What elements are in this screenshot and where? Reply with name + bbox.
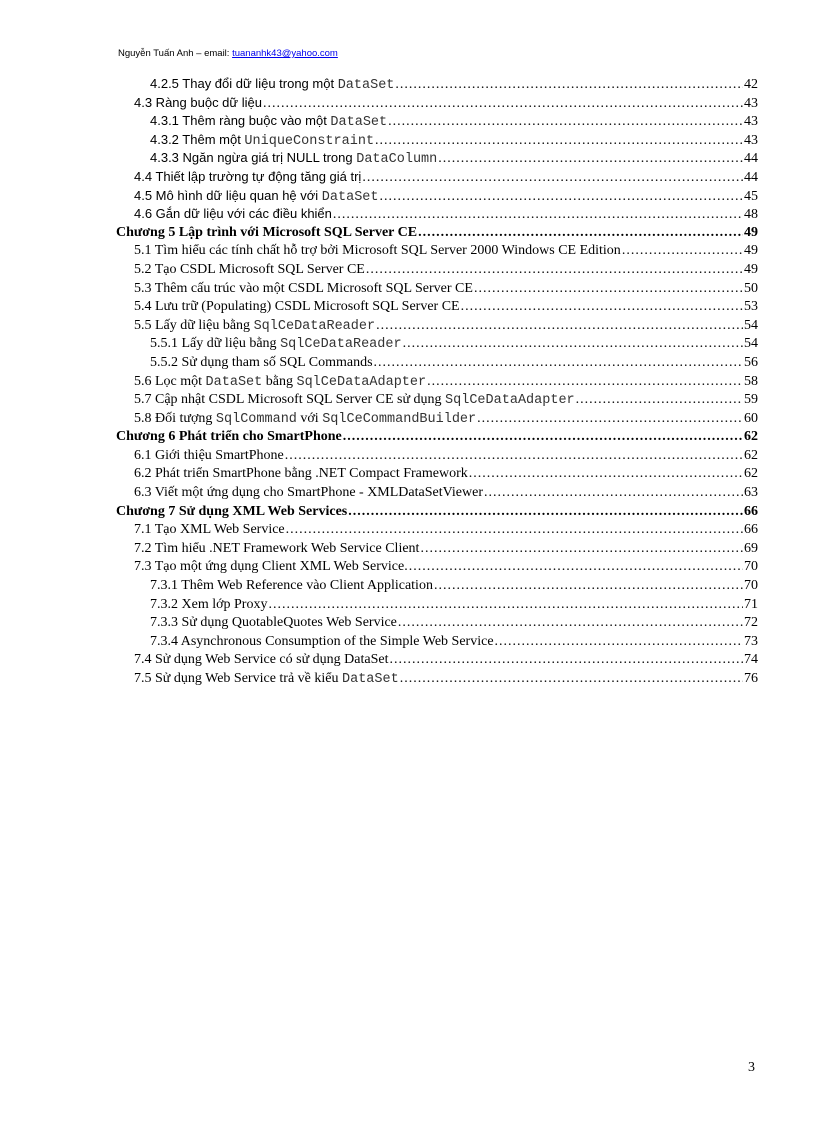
toc-entry[interactable] <box>116 298 758 317</box>
toc-entry[interactable] <box>116 633 758 652</box>
toc-page-number: 62 <box>744 447 758 463</box>
toc-text: 7.3.1 Thêm Web Reference vào Client Application <box>150 578 433 594</box>
toc-text: 4.6 Gắn dữ liệu với các điều khiển <box>134 206 332 222</box>
table-of-contents <box>116 75 758 689</box>
toc-text: 4.3 Ràng buộc dữ liệu <box>134 94 262 110</box>
toc-code-term: SqlCeDataReader <box>280 337 402 353</box>
toc-text: 4.3.1 Thêm ràng buộc vào một <box>150 113 331 129</box>
toc-entry[interactable] <box>116 242 758 261</box>
toc-entry-title <box>150 75 394 96</box>
toc-dot-leader <box>409 558 743 577</box>
toc-text: 5.5.1 Lấy dữ liệu bằng <box>150 336 281 352</box>
toc-page-number: 54 <box>744 317 758 333</box>
toc-code-term: DataSet <box>205 374 263 390</box>
toc-code-term: SqlCeCommandBuilder <box>322 411 477 427</box>
toc-entry-title <box>134 168 361 187</box>
toc-text: 5.5 Lấy dữ liệu bằng <box>134 317 254 333</box>
toc-entry[interactable] <box>116 596 758 615</box>
toc-text: 6.3 Viết một ứng dụng cho SmartPhone - XMLDataSetViewer <box>134 485 483 501</box>
toc-dot-leader <box>469 465 743 484</box>
toc-dot-leader <box>395 76 743 95</box>
toc-page-number: 48 <box>744 207 758 223</box>
toc-text: 6.1 Giới thiệu SmartPhone <box>134 447 284 463</box>
toc-page-number: 43 <box>744 95 758 111</box>
toc-dot-leader <box>427 373 743 392</box>
toc-entry-title <box>134 205 332 224</box>
toc-text: 5.7 Cập nhật CSDL Microsoft SQL Server CE sử dụng <box>134 392 446 408</box>
toc-text: với <box>296 410 323 426</box>
header-author: Nguyễn Tuấn Anh – email: <box>118 48 233 59</box>
toc-dot-leader <box>362 169 743 188</box>
toc-entry-title <box>116 224 417 243</box>
toc-entry-title <box>134 558 408 577</box>
toc-entry[interactable] <box>116 187 758 206</box>
toc-entry-title <box>150 335 402 355</box>
toc-dot-leader <box>484 484 743 503</box>
toc-entry[interactable] <box>116 317 758 336</box>
toc-entry[interactable] <box>116 484 758 503</box>
toc-text: 5.1 Tìm hiểu các tính chất hỗ trợ bởi Microsoft SQL Server 2000 Windows CE Edition <box>134 243 621 259</box>
header-email-link[interactable]: tuananhk43@yahoo.com <box>232 48 338 59</box>
toc-entry-title <box>134 465 468 484</box>
toc-entry-title <box>134 540 419 559</box>
toc-text: 7.3.2 Xem lớp Proxy <box>150 596 268 612</box>
toc-entry[interactable] <box>116 205 758 224</box>
toc-dot-leader <box>268 596 743 615</box>
toc-page-number: 44 <box>744 151 758 167</box>
toc-code-term: SqlCeDataAdapter <box>296 374 427 390</box>
toc-page-number: 59 <box>744 392 758 408</box>
toc-entry-title <box>134 410 476 430</box>
toc-code-term: DataSet <box>321 189 379 205</box>
toc-text: 7.5 Sử dụng Web Service trả về kiểu <box>134 671 342 686</box>
toc-dot-leader <box>333 206 743 225</box>
toc-entry[interactable] <box>116 373 758 392</box>
toc-text: 5.4 Lưu trữ (Populating) CSDL Microsoft SQL Server CE <box>134 299 460 315</box>
toc-dot-leader <box>348 503 743 522</box>
toc-entry[interactable] <box>116 577 758 596</box>
toc-entry-title <box>134 298 460 317</box>
toc-entry-title <box>134 484 483 503</box>
toc-text: 6.2 Phát triển SmartPhone bằng .NET Compact Framework <box>134 466 468 482</box>
toc-dot-leader <box>420 540 743 559</box>
toc-text: 4.2.5 Thay đổi dữ liệu trong một <box>150 76 338 91</box>
toc-entry[interactable] <box>116 354 758 373</box>
toc-text: bằng <box>262 373 297 389</box>
toc-page-number: 66 <box>744 503 758 519</box>
toc-entry-title <box>150 131 374 152</box>
toc-entry-title <box>134 447 284 466</box>
toc-page-number: 71 <box>744 596 758 612</box>
toc-entry-title <box>150 112 387 133</box>
toc-entry-title <box>134 521 285 540</box>
toc-entry[interactable] <box>116 391 758 410</box>
toc-dot-leader <box>418 224 743 243</box>
toc-entry-title <box>134 187 379 208</box>
toc-page-number: 70 <box>744 559 758 575</box>
toc-page-number: 50 <box>744 280 758 296</box>
toc-dot-leader <box>389 651 743 670</box>
toc-page-number: 69 <box>744 540 758 556</box>
toc-page-number: 49 <box>744 261 758 277</box>
page-number: 3 <box>748 1060 755 1075</box>
toc-page-number: 58 <box>744 373 758 389</box>
toc-entry[interactable] <box>116 149 758 168</box>
toc-entry[interactable] <box>116 465 758 484</box>
toc-code-term: UniqueConstraint <box>244 133 375 149</box>
page-header <box>118 48 338 59</box>
toc-entry-title <box>134 317 375 337</box>
toc-page-number: 56 <box>744 354 758 370</box>
toc-entry-title <box>150 614 397 633</box>
toc-page-number: 76 <box>744 671 758 686</box>
toc-text: 5.5.2 Sử dụng tham số SQL Commands <box>150 354 373 370</box>
toc-text: 4.3.3 Ngăn ngừa giá trị NULL trong <box>150 150 357 166</box>
toc-entry[interactable] <box>116 503 758 522</box>
toc-dot-leader <box>398 614 743 633</box>
toc-dot-leader <box>374 354 743 373</box>
toc-dot-leader <box>388 113 743 132</box>
toc-dot-leader <box>477 410 743 429</box>
toc-code-term: DataSet <box>342 672 399 687</box>
toc-entry[interactable] <box>116 521 758 540</box>
toc-entry-title <box>150 596 267 615</box>
toc-text: 7.2 Tìm hiểu .NET Framework Web Service Client <box>134 540 420 556</box>
toc-entry[interactable] <box>116 168 758 187</box>
toc-entry-title <box>134 373 426 393</box>
toc-code-term: DataSet <box>337 78 395 93</box>
toc-dot-leader <box>263 95 743 114</box>
toc-entry-title <box>150 633 494 652</box>
toc-entry-title <box>134 261 365 280</box>
toc-text: 5.2 Tạo CSDL Microsoft SQL Server CE <box>134 261 365 277</box>
toc-entry-title <box>134 391 575 411</box>
toc-entry[interactable] <box>116 280 758 299</box>
toc-dot-leader <box>403 335 743 354</box>
toc-text: 4.4 Thiết lập trường tự động tăng giá trị <box>134 168 362 184</box>
toc-entry[interactable] <box>116 614 758 633</box>
toc-entry[interactable] <box>116 540 758 559</box>
toc-text: 7.3.4 Asynchronous Consumption of the Simple Web Service <box>150 633 494 649</box>
toc-text: 5.6 Lọc một <box>134 373 206 389</box>
toc-entry[interactable] <box>116 447 758 466</box>
toc-text: 5.8 Đối tượng <box>134 410 216 426</box>
toc-page-number: 63 <box>744 485 758 501</box>
toc-entry[interactable] <box>116 335 758 354</box>
toc-entry[interactable] <box>116 112 758 131</box>
toc-page-number: 74 <box>744 652 758 668</box>
toc-dot-leader <box>474 280 743 299</box>
toc-entry-title <box>116 503 347 522</box>
toc-entry-title <box>134 94 262 113</box>
toc-entry-title <box>134 670 399 690</box>
toc-entry[interactable] <box>116 410 758 429</box>
toc-dot-leader <box>376 317 743 336</box>
toc-dot-leader <box>576 391 743 410</box>
toc-dot-leader <box>461 298 743 317</box>
toc-entry-title <box>134 242 621 261</box>
toc-page-number: 62 <box>744 429 758 445</box>
toc-entry-title <box>150 577 433 596</box>
toc-code-term: SqlCommand <box>215 411 297 427</box>
toc-page-number: 72 <box>744 615 758 631</box>
toc-text: 7.3.3 Sử dụng QuotableQuotes Web Service <box>150 615 397 631</box>
toc-dot-leader <box>286 521 743 540</box>
toc-text: 5.3 Thêm cấu trúc vào một CSDL Microsoft SQL Server CE <box>134 280 473 296</box>
toc-dot-leader <box>622 242 743 261</box>
toc-entry[interactable] <box>116 131 758 150</box>
toc-entry[interactable] <box>116 670 758 689</box>
toc-entry[interactable] <box>116 651 758 670</box>
toc-entry-title <box>150 149 437 170</box>
toc-text: 4.5 Mô hình dữ liệu quan hệ với <box>134 187 322 203</box>
toc-page-number: 43 <box>744 114 758 130</box>
toc-code-term: DataSet <box>330 115 388 131</box>
toc-entry-title <box>134 651 388 670</box>
toc-code-term: DataColumn <box>356 152 438 168</box>
toc-page-number: 53 <box>744 299 758 315</box>
toc-page-number: 44 <box>744 169 758 185</box>
toc-page-number: 60 <box>744 410 758 426</box>
toc-dot-leader <box>380 188 743 207</box>
toc-dot-leader <box>285 447 743 466</box>
toc-page-number: 49 <box>744 243 758 259</box>
toc-dot-leader <box>366 261 743 280</box>
toc-page-number: 45 <box>744 188 758 204</box>
toc-text: 7.4 Sử dụng Web Service có sử dụng DataSet <box>134 652 389 668</box>
toc-entry[interactable] <box>116 94 758 113</box>
toc-text: 4.3.2 Thêm một <box>150 131 245 147</box>
toc-entry-title <box>116 428 342 447</box>
toc-entry[interactable] <box>116 428 758 447</box>
toc-text: 7.3 Tạo một ứng dụng Client XML Web Service. <box>134 559 408 575</box>
toc-entry-title <box>134 280 473 299</box>
toc-page-number: 54 <box>744 336 758 352</box>
toc-text: Chương 7 Sử dụng XML Web Services <box>116 503 348 519</box>
toc-entry[interactable] <box>116 261 758 280</box>
toc-entry-title <box>150 354 373 373</box>
toc-text: 7.1 Tạo XML Web Service <box>134 522 285 538</box>
toc-code-term: SqlCeDataReader <box>253 318 376 334</box>
toc-page-number: 43 <box>744 132 758 148</box>
toc-dot-leader <box>434 577 743 596</box>
toc-dot-leader <box>343 428 743 447</box>
toc-page-number: 62 <box>744 466 758 482</box>
toc-text: Chương 5 Lập trình với Microsoft SQL Server CE <box>116 224 418 240</box>
toc-page-number: 70 <box>744 578 758 594</box>
toc-page-number: 49 <box>744 224 758 240</box>
toc-text: Chương 6 Phát triển cho SmartPhone <box>116 429 342 445</box>
toc-entry[interactable] <box>116 558 758 577</box>
toc-dot-leader <box>400 670 743 689</box>
toc-code-term: SqlCeDataAdapter <box>445 393 575 409</box>
toc-page-number: 42 <box>744 77 758 92</box>
toc-page-number: 73 <box>744 633 758 649</box>
toc-dot-leader <box>375 132 743 151</box>
toc-page-number: 66 <box>744 522 758 538</box>
toc-dot-leader <box>438 150 743 169</box>
toc-entry[interactable] <box>116 224 758 243</box>
toc-entry[interactable] <box>116 75 758 94</box>
toc-dot-leader <box>495 633 743 652</box>
